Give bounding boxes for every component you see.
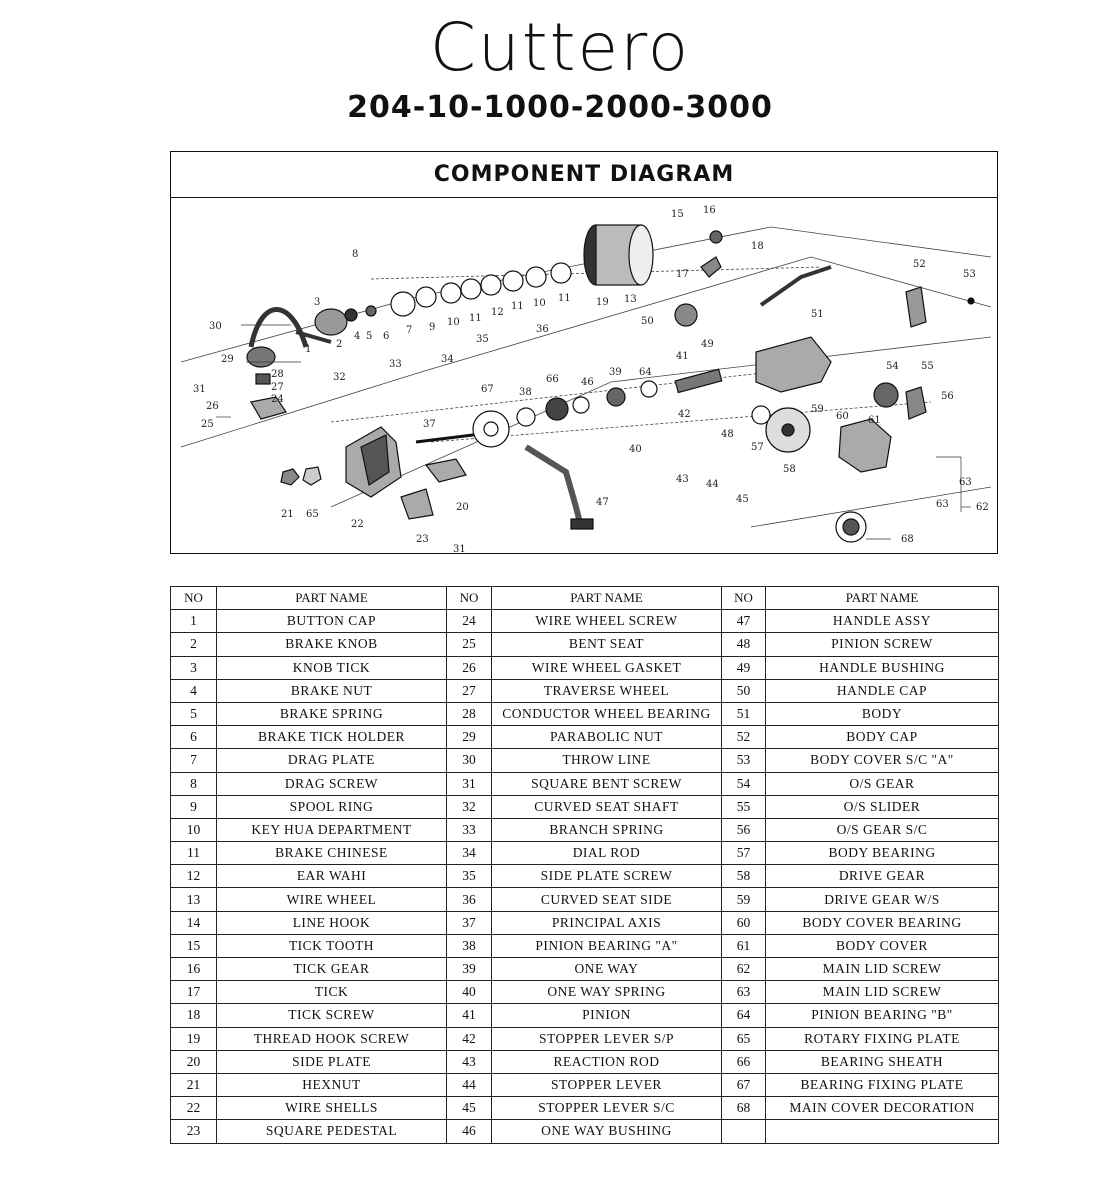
callout: 59: [811, 404, 824, 415]
table-row: [171, 1120, 999, 1143]
callout: 38: [519, 387, 532, 398]
callout: 58: [783, 464, 796, 475]
callout: 50: [641, 316, 654, 327]
diagram-title: COMPONENT DIAGRAM: [171, 152, 997, 198]
callout: 17: [676, 269, 689, 280]
callout: 54: [886, 361, 899, 372]
part-number-cell: 9: [171, 795, 217, 818]
callout: 19: [596, 297, 609, 308]
callout: 9: [429, 322, 436, 333]
part-number-cell: 34: [447, 842, 492, 865]
callout: 39: [609, 367, 622, 378]
part-number-cell: 39: [447, 958, 492, 981]
part-number-cell: 57: [722, 842, 766, 865]
part-number-cell: 6: [171, 726, 217, 749]
part-number-cell: 7: [171, 749, 217, 772]
table-row: [171, 934, 999, 957]
table-row: [171, 818, 999, 841]
part-number-cell: 40: [447, 981, 492, 1004]
part-name-cell: TICK SCREW: [217, 1004, 447, 1027]
part-name-cell: DRIVE GEAR: [766, 865, 999, 888]
part-name-cell: HANDLE BUSHING: [766, 656, 999, 679]
part-name-cell: BODY COVER: [766, 934, 999, 957]
part-name-cell: HANDLE CAP: [766, 679, 999, 702]
table-row: [171, 842, 999, 865]
callout: 30: [209, 321, 222, 332]
part-number-cell: 64: [722, 1004, 766, 1027]
part-number-cell: 65: [722, 1027, 766, 1050]
part-number-cell: 36: [447, 888, 492, 911]
exploded-view-drawing: [171, 197, 996, 552]
part-number-cell: 55: [722, 795, 766, 818]
part-number-cell: 22: [171, 1097, 217, 1120]
callout: 51: [811, 309, 824, 320]
callout: 35: [476, 334, 489, 345]
part-number-cell: 3: [171, 656, 217, 679]
callout: 60: [836, 411, 849, 422]
callout: 37: [423, 419, 436, 430]
part-name-cell: ONE WAY SPRING: [492, 981, 722, 1004]
callout: 3: [314, 297, 321, 308]
callout: 41: [676, 351, 689, 362]
part-name-cell: BUTTON CAP: [217, 610, 447, 633]
part-name-cell: PINION BEARING "B": [766, 1004, 999, 1027]
part-number-cell: 56: [722, 818, 766, 841]
part-name-cell: SQUARE PEDESTAL: [217, 1120, 447, 1143]
part-name-cell: DRAG SCREW: [217, 772, 447, 795]
part-number-cell: 68: [722, 1097, 766, 1120]
part-number-cell: 11: [171, 842, 217, 865]
callout: 66: [546, 374, 559, 385]
callout: 21: [281, 509, 294, 520]
part-number-cell: [722, 1120, 766, 1143]
part-name-cell: CURVED SEAT SHAFT: [492, 795, 722, 818]
part-name-cell: REACTION ROD: [492, 1050, 722, 1073]
part-name-cell: LINE HOOK: [217, 911, 447, 934]
part-name-cell: THROW LINE: [492, 749, 722, 772]
part-number-cell: 8: [171, 772, 217, 795]
callout: 6: [383, 331, 390, 342]
callout: 28: [271, 369, 284, 380]
part-number-cell: 19: [171, 1027, 217, 1050]
model-number: 204-10-1000-2000-3000: [347, 90, 773, 125]
callout: 53: [963, 269, 976, 280]
part-number-cell: 16: [171, 958, 217, 981]
part-number-cell: 21: [171, 1073, 217, 1096]
part-name-cell: PARABOLIC NUT: [492, 726, 722, 749]
table-row: [171, 679, 999, 702]
callout: 56: [941, 391, 954, 402]
callout: 5: [366, 331, 373, 342]
part-name-cell: BENT SEAT: [492, 633, 722, 656]
callout: 18: [751, 241, 764, 252]
part-number-cell: 31: [447, 772, 492, 795]
part-number-cell: 13: [171, 888, 217, 911]
callout: 46: [581, 377, 594, 388]
part-number-cell: 54: [722, 772, 766, 795]
part-name-cell: TRAVERSE WHEEL: [492, 679, 722, 702]
part-name-cell: BODY COVER S/C "A": [766, 749, 999, 772]
part-number-cell: 20: [171, 1050, 217, 1073]
part-number-cell: 45: [447, 1097, 492, 1120]
part-name-cell: TICK: [217, 981, 447, 1004]
part-name-cell: TICK TOOTH: [217, 934, 447, 957]
part-number-cell: 66: [722, 1050, 766, 1073]
callout: 48: [721, 429, 734, 440]
part-number-cell: 29: [447, 726, 492, 749]
callout: 7: [406, 325, 413, 336]
callout: 4: [354, 331, 361, 342]
callout: 62: [976, 502, 989, 513]
part-number-cell: 61: [722, 934, 766, 957]
callout: 33: [389, 359, 402, 370]
part-number-cell: 5: [171, 702, 217, 725]
part-number-cell: 47: [722, 610, 766, 633]
callout: 20: [456, 502, 469, 513]
part-name-cell: BODY BEARING: [766, 842, 999, 865]
table-row: [171, 958, 999, 981]
table-row: [171, 795, 999, 818]
callout: 45: [736, 494, 749, 505]
part-name-cell: WIRE WHEEL GASKET: [492, 656, 722, 679]
callout: 24: [271, 394, 284, 405]
part-name-cell: KNOB TICK: [217, 656, 447, 679]
part-name-cell: BRAKE TICK HOLDER: [217, 726, 447, 749]
column-header: PART NAME: [217, 587, 447, 610]
part-name-cell: BODY: [766, 702, 999, 725]
callout: 13: [624, 294, 637, 305]
part-name-cell: TICK GEAR: [217, 958, 447, 981]
part-name-cell: BEARING SHEATH: [766, 1050, 999, 1073]
part-name-cell: SIDE PLATE SCREW: [492, 865, 722, 888]
part-number-cell: 59: [722, 888, 766, 911]
part-name-cell: DRIVE GEAR W/S: [766, 888, 999, 911]
table-row: [171, 610, 999, 633]
part-name-cell: DRAG PLATE: [217, 749, 447, 772]
part-name-cell: [766, 1120, 999, 1143]
part-number-cell: 49: [722, 656, 766, 679]
part-number-cell: 62: [722, 958, 766, 981]
part-number-cell: 10: [171, 818, 217, 841]
table-row: [171, 1073, 999, 1096]
callout: 47: [596, 497, 609, 508]
part-name-cell: CONDUCTOR WHEEL BEARING: [492, 702, 722, 725]
part-number-cell: 48: [722, 633, 766, 656]
parts-table: [170, 586, 999, 1144]
callout: 40: [629, 444, 642, 455]
table-header-row: [171, 587, 999, 610]
table-row: [171, 865, 999, 888]
part-number-cell: 63: [722, 981, 766, 1004]
part-number-cell: 25: [447, 633, 492, 656]
part-name-cell: CURVED SEAT SIDE: [492, 888, 722, 911]
table-row: [171, 888, 999, 911]
callout: 32: [333, 372, 346, 383]
callout: 22: [351, 519, 364, 530]
part-name-cell: SIDE PLATE: [217, 1050, 447, 1073]
part-number-cell: 2: [171, 633, 217, 656]
part-name-cell: BRAKE CHINESE: [217, 842, 447, 865]
callout: 57: [751, 442, 764, 453]
table-row: [171, 981, 999, 1004]
part-name-cell: ONE WAY BUSHING: [492, 1120, 722, 1143]
part-number-cell: 28: [447, 702, 492, 725]
part-name-cell: SPOOL RING: [217, 795, 447, 818]
callout: 25: [201, 419, 214, 430]
part-name-cell: BRANCH SPRING: [492, 818, 722, 841]
part-number-cell: 30: [447, 749, 492, 772]
part-name-cell: BODY COVER BEARING: [766, 911, 999, 934]
part-name-cell: ROTARY FIXING PLATE: [766, 1027, 999, 1050]
callout: 12: [491, 307, 504, 318]
part-number-cell: 33: [447, 818, 492, 841]
part-number-cell: 15: [171, 934, 217, 957]
part-number-cell: 52: [722, 726, 766, 749]
callout: 67: [481, 384, 494, 395]
column-header: PART NAME: [766, 587, 999, 610]
part-number-cell: 44: [447, 1073, 492, 1096]
callout: 2: [336, 339, 343, 350]
part-name-cell: WIRE SHELLS: [217, 1097, 447, 1120]
callout: 63: [936, 499, 949, 510]
callout: 8: [352, 249, 359, 260]
table-row: [171, 749, 999, 772]
callout: 11: [558, 293, 571, 304]
part-name-cell: BRAKE KNOB: [217, 633, 447, 656]
table-row: [171, 772, 999, 795]
callout: 52: [913, 259, 926, 270]
part-number-cell: 50: [722, 679, 766, 702]
part-number-cell: 43: [447, 1050, 492, 1073]
callout: 61: [868, 415, 881, 426]
part-name-cell: WIRE WHEEL: [217, 888, 447, 911]
part-name-cell: O/S SLIDER: [766, 795, 999, 818]
table-row: [171, 633, 999, 656]
part-name-cell: O/S GEAR S/C: [766, 818, 999, 841]
part-number-cell: 51: [722, 702, 766, 725]
table-row: [171, 1050, 999, 1073]
brand-logo: Cuttero: [429, 9, 691, 86]
part-name-cell: STOPPER LEVER S/C: [492, 1097, 722, 1120]
part-number-cell: 18: [171, 1004, 217, 1027]
part-name-cell: DIAL ROD: [492, 842, 722, 865]
part-name-cell: WIRE WHEEL SCREW: [492, 610, 722, 633]
callout: 31: [453, 544, 466, 552]
part-name-cell: BEARING FIXING PLATE: [766, 1073, 999, 1096]
part-number-cell: 14: [171, 911, 217, 934]
callout: 1: [305, 344, 312, 355]
callout: 26: [206, 401, 219, 412]
part-name-cell: BRAKE NUT: [217, 679, 447, 702]
part-name-cell: MAIN LID SCREW: [766, 958, 999, 981]
column-header: NO: [447, 587, 492, 610]
part-number-cell: 67: [722, 1073, 766, 1096]
part-name-cell: PINION: [492, 1004, 722, 1027]
part-number-cell: 24: [447, 610, 492, 633]
table-row: [171, 702, 999, 725]
part-number-cell: 38: [447, 934, 492, 957]
part-number-cell: 37: [447, 911, 492, 934]
part-name-cell: HANDLE ASSY: [766, 610, 999, 633]
part-number-cell: 42: [447, 1027, 492, 1050]
part-number-cell: 26: [447, 656, 492, 679]
callout: 10: [533, 298, 546, 309]
callout: 10: [447, 317, 460, 328]
part-number-cell: 23: [171, 1120, 217, 1143]
part-number-cell: 35: [447, 865, 492, 888]
part-name-cell: MAIN COVER DECORATION: [766, 1097, 999, 1120]
column-header: NO: [171, 587, 217, 610]
callout: 16: [703, 205, 716, 216]
part-name-cell: PINION BEARING "A": [492, 934, 722, 957]
part-number-cell: 41: [447, 1004, 492, 1027]
part-number-cell: 60: [722, 911, 766, 934]
part-name-cell: BODY CAP: [766, 726, 999, 749]
part-number-cell: 4: [171, 679, 217, 702]
part-name-cell: BRAKE SPRING: [217, 702, 447, 725]
part-number-cell: 27: [447, 679, 492, 702]
table-row: [171, 1027, 999, 1050]
callout: 42: [678, 409, 691, 420]
column-header: NO: [722, 587, 766, 610]
callout: 15: [671, 209, 684, 220]
part-number-cell: 12: [171, 865, 217, 888]
part-name-cell: STOPPER LEVER: [492, 1073, 722, 1096]
part-number-cell: 58: [722, 865, 766, 888]
part-number-cell: 1: [171, 610, 217, 633]
callout: 64: [639, 367, 652, 378]
part-number-cell: 32: [447, 795, 492, 818]
table-row: [171, 1004, 999, 1027]
part-name-cell: STOPPER LEVER S/P: [492, 1027, 722, 1050]
part-name-cell: HEXNUT: [217, 1073, 447, 1096]
component-diagram: [170, 151, 998, 554]
callout: 29: [221, 354, 234, 365]
callout: 55: [921, 361, 934, 372]
part-name-cell: O/S GEAR: [766, 772, 999, 795]
callout: 49: [701, 339, 714, 350]
table-row: [171, 911, 999, 934]
callout: 63: [959, 477, 972, 488]
part-name-cell: SQUARE BENT SCREW: [492, 772, 722, 795]
part-name-cell: ONE WAY: [492, 958, 722, 981]
part-name-cell: PRINCIPAL AXIS: [492, 911, 722, 934]
part-name-cell: MAIN LID SCREW: [766, 981, 999, 1004]
callout: 44: [706, 479, 719, 490]
callout: 68: [901, 534, 914, 545]
callout: 11: [469, 313, 482, 324]
callout: 65: [306, 509, 319, 520]
part-number-cell: 46: [447, 1120, 492, 1143]
part-name-cell: KEY HUA DEPARTMENT: [217, 818, 447, 841]
callout: 43: [676, 474, 689, 485]
part-name-cell: EAR WAHI: [217, 865, 447, 888]
callout: 11: [511, 301, 524, 312]
callout: 27: [271, 382, 284, 393]
parts-table-body: [171, 610, 999, 1143]
callout: 31: [193, 384, 206, 395]
column-header: PART NAME: [492, 587, 722, 610]
table-row: [171, 656, 999, 679]
callout: 34: [441, 354, 454, 365]
callout: 36: [536, 324, 549, 335]
table-row: [171, 726, 999, 749]
part-number-cell: 53: [722, 749, 766, 772]
callout: 23: [416, 534, 429, 545]
part-name-cell: PINION SCREW: [766, 633, 999, 656]
part-number-cell: 17: [171, 981, 217, 1004]
table-row: [171, 1097, 999, 1120]
part-name-cell: THREAD HOOK SCREW: [217, 1027, 447, 1050]
